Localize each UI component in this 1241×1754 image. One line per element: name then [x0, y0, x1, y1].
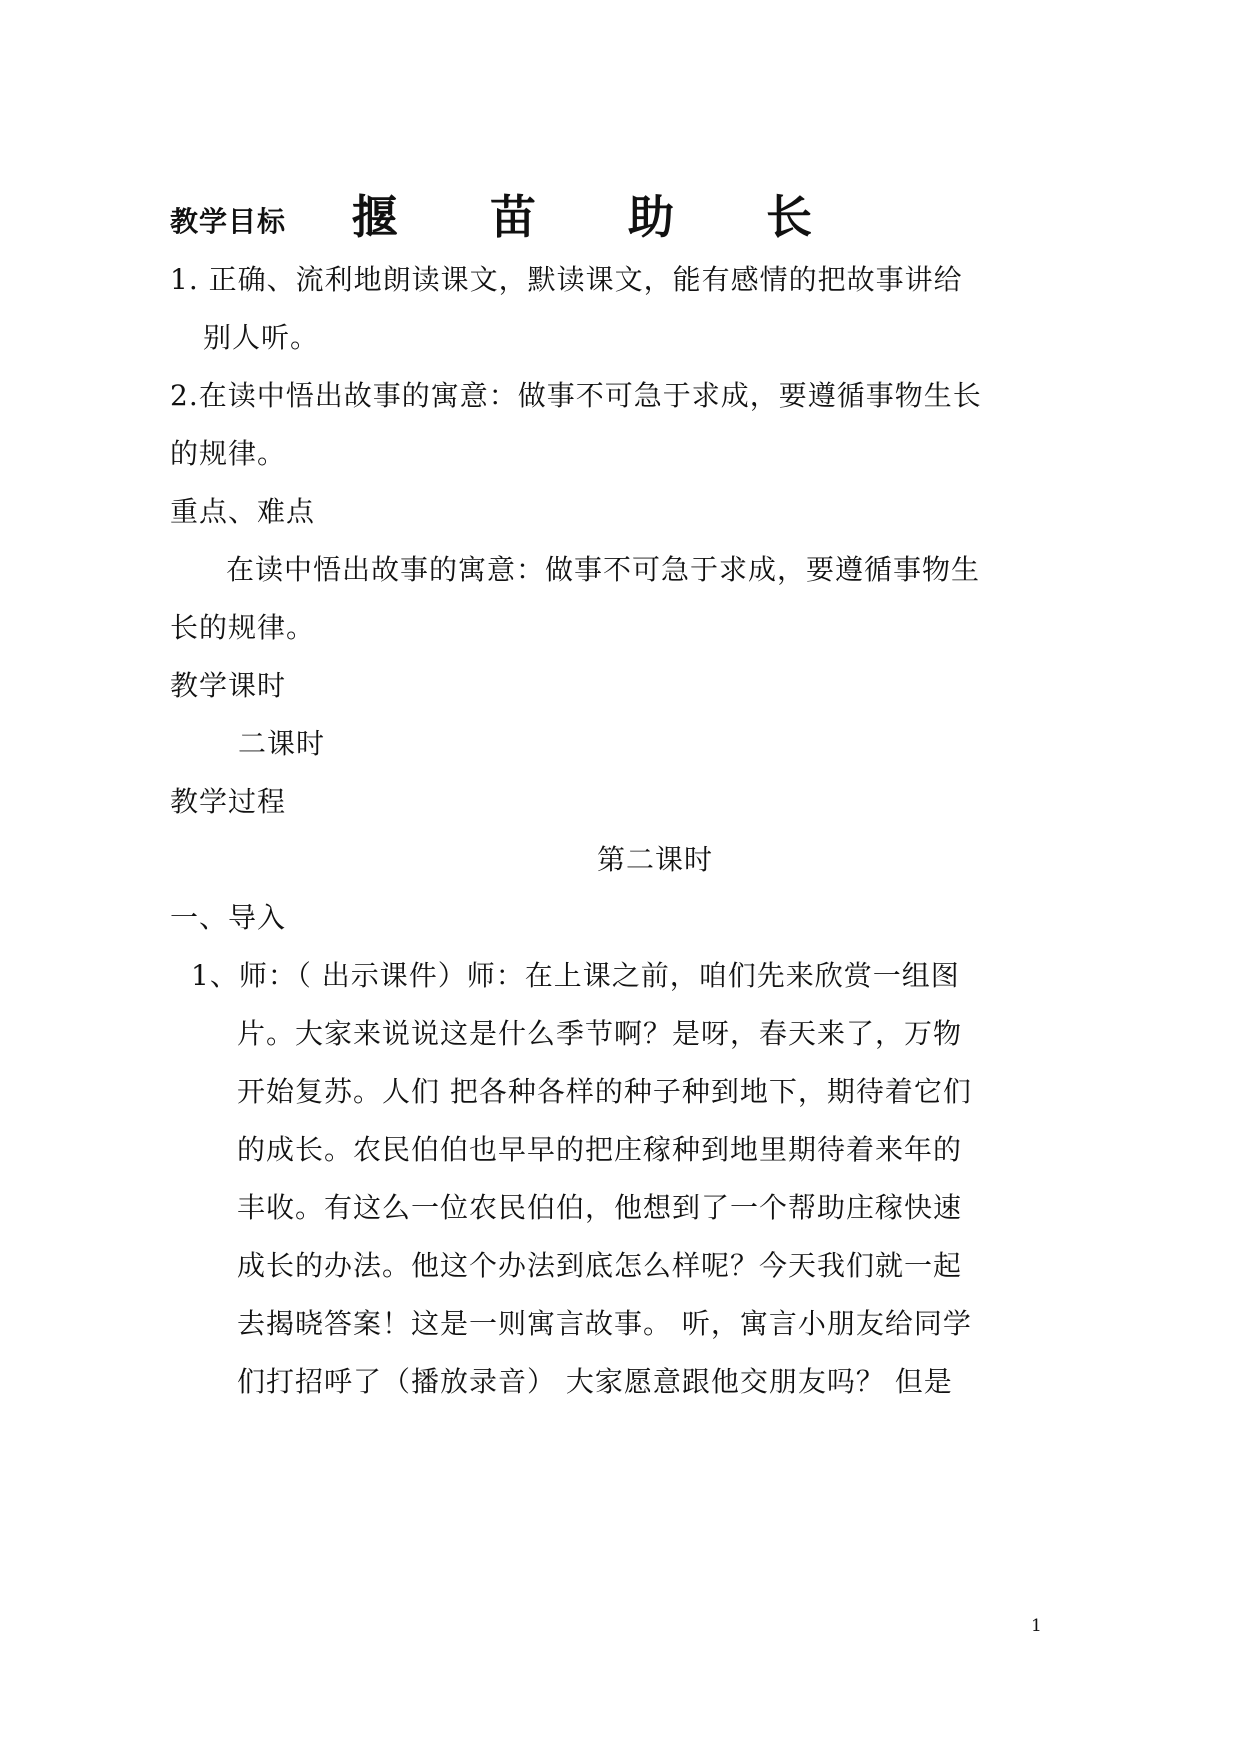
introduction-item-one-line-four: 的成长。农民伯伯也早早的把庄稼种到地里期待着来年的	[237, 1133, 963, 1166]
introduction-item-one-line-five: 丰收。有这么一位农民伯伯，他想到了一个帮助庄稼快速	[237, 1191, 963, 1224]
objective-two-line-two: 的规律。	[170, 437, 287, 470]
introduction-item-one-line-seven: 去揭晓答案！这是一则寓言故事。 听，寓言小朋友给同学	[237, 1307, 972, 1340]
key-points-line-one: 在读中悟出故事的寓意：做事不可急于求成，要遵循事物生	[226, 553, 981, 586]
objective-one-line-two: 别人听。	[203, 321, 320, 354]
key-points-heading: 重点、难点	[170, 495, 316, 528]
teaching-objectives-heading: 教学目标	[170, 205, 287, 238]
teaching-periods-heading: 教学课时	[170, 669, 287, 702]
objective-two-line-one: 2.在读中悟出故事的寓意：做事不可急于求成，要遵循事物生长	[170, 379, 982, 412]
introduction-item-one-line-one: 1、师：（ 出示课件）师：在上课之前，咱们先来欣赏一组图	[191, 959, 960, 992]
document-title: 揠 苗 助 长	[351, 189, 851, 244]
introduction-item-one-line-eight: 们打招呼了（播放录音） 大家愿意跟他交朋友吗？ 但是	[237, 1365, 953, 1398]
second-lesson-heading: 第二课时	[596, 843, 713, 876]
teaching-process-heading: 教学过程	[170, 785, 287, 818]
key-points-line-two: 长的规律。	[170, 611, 316, 644]
page-number: 1	[1031, 1616, 1042, 1636]
objective-one-line-one: 1. 正确、流利地朗读课文，默读课文，能有感情的把故事讲给	[170, 263, 963, 296]
introduction-item-one-line-six: 成长的办法。他这个办法到底怎么样呢？今天我们就一起	[237, 1249, 963, 1282]
introduction-item-one-line-three: 开始复苏。人们 把各种各样的种子种到地下，期待着它们	[237, 1075, 972, 1108]
teaching-periods-value: 二课时	[238, 727, 326, 760]
introduction-item-one-line-two: 片。大家来说说这是什么季节啊？是呀，春天来了，万物	[237, 1017, 963, 1050]
introduction-heading: 一、导入	[170, 901, 287, 934]
